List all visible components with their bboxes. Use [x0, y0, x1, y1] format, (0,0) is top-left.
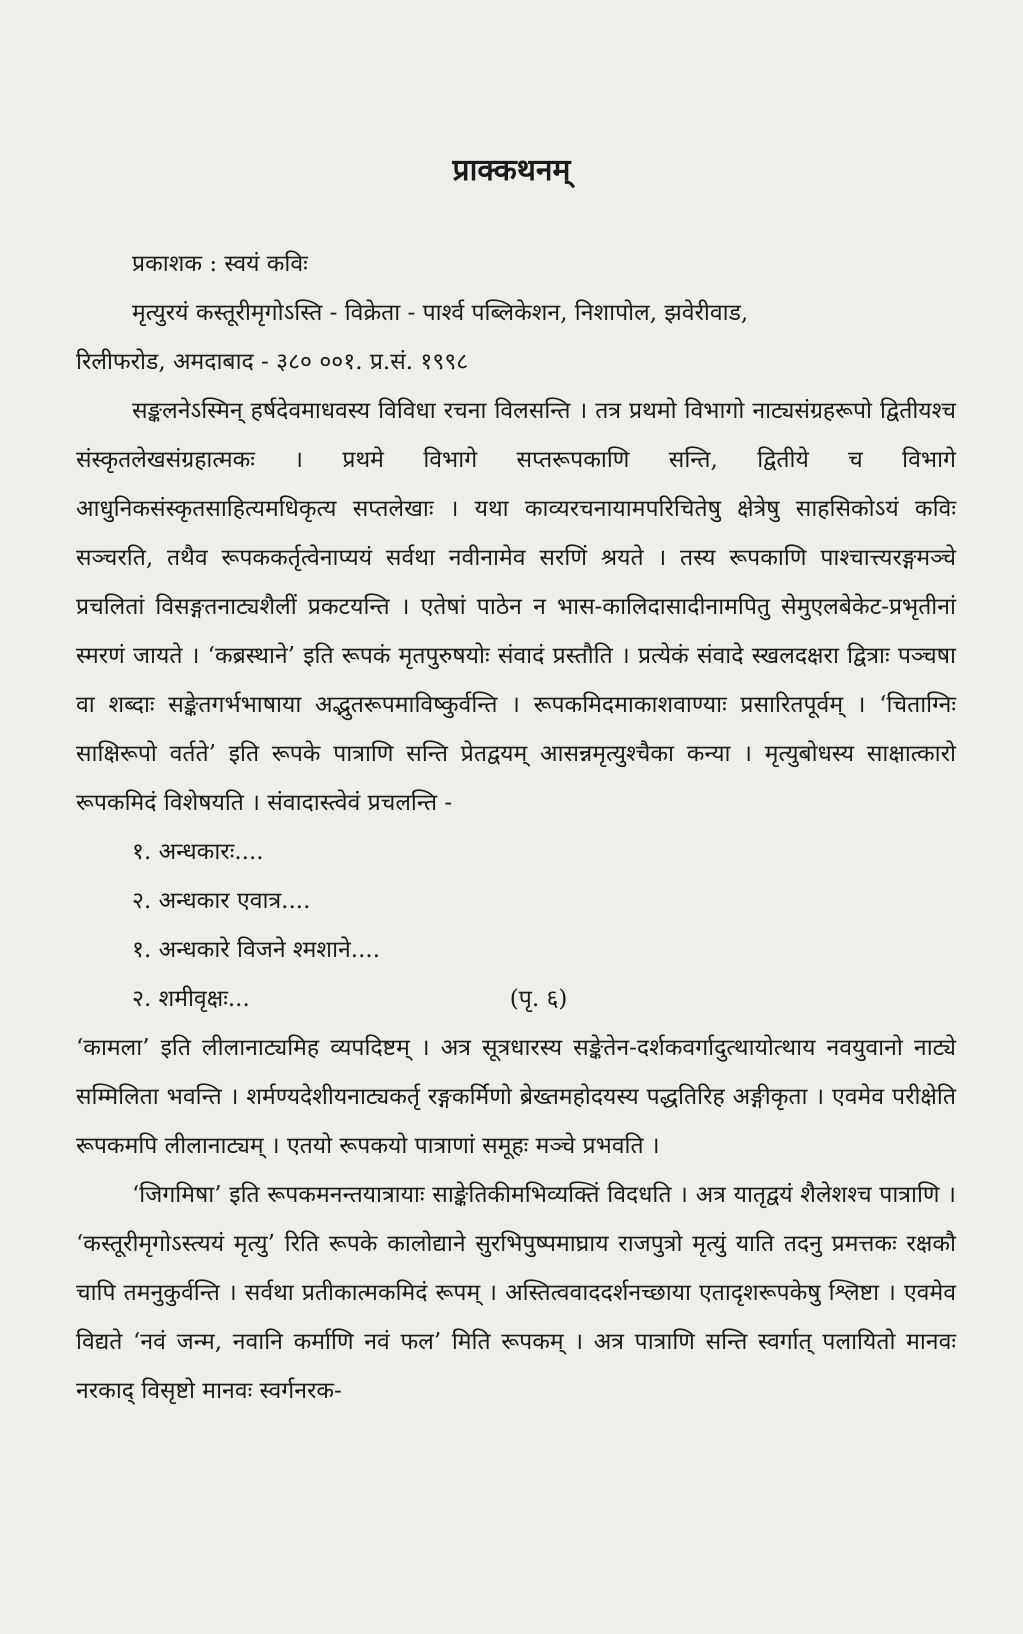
publisher-label: प्रकाशक : स्वयं कविः: [132, 251, 308, 277]
dialogue-list: [76, 828, 956, 1024]
page-title: प्राक्कथनम्: [452, 153, 571, 188]
dialogue-line: १. अन्धकारः....: [132, 839, 264, 865]
dialogue-line: २. शमीवृक्षः...: [132, 986, 250, 1012]
paragraph-2: ‘कामला’ इति लीलानाट्यमिह व्यपदिष्टम् । अत्र सूत्रधारस्य सङ्केतेन-दर्शकवर्गादुत्थायोत्थाय नवयुवानो नाट्ये सम्मिलिता भवन्ति । शर्मण्यदेशीयनाट्यकर्तृ रङ्गकर्मिणो ब्रेख्तमहोदयस्य पद्धतिरिह अङ्गीकृता । एवमेव परीक्षेति रूपकमपि लीलानाट्यम् । एतयो रूपकयो पात्राणां समूहः मञ्चे प्रभवति ।: [76, 1035, 956, 1159]
paragraph-3: ‘जिगमिषा’ इति रूपकमनन्तयात्रायाः साङ्केतिकीमभिव्यक्तिं विदधति । अत्र यातृद्वयं शैलेशश्च पात्राणि । ‘कस्तूरीमृगोऽस्त्ययं मृत्यु’ रिति रूपके कालोद्याने सुरभिपुष्पमाघ्राय राजपुत्रो मृत्युं याति तदनु प्रमत्तकः रक्षकौ चापि तमनुकुर्वन्ति । सर्वथा प्रतीकात्मकमिदं रूपम् । अस्तित्ववाददर्शनच्छाया एतादृशरूपकेषु श्लिष्टा । एवमेव विद्यते ‘नवं जन्म, नवानि कर्माणि नवं फल’ मिति रूपकम् । अत्र पात्राणि सन्ति स्वर्गात् पलायितो मानवः नरकाद् विसृष्टो मानवः स्वर्गनरक-: [76, 1182, 956, 1404]
publication-line: मृत्युरयं कस्तूरीमृगोऽस्ति - विक्रेता - पार्श्व पब्लिकेशन, निशापोल, झवेरीवाड,: [132, 300, 749, 326]
publication-line: रिलीफरोड, अमदाबाद - ३८० ००१. प्र.सं. १९९८: [76, 349, 469, 375]
dialogue-line-last: [132, 975, 956, 1024]
dialogue-line: १. अन्धकारे विजने श्मशाने....: [132, 937, 381, 963]
body-text: [76, 240, 956, 1416]
paragraph-1: सङ्कलनेऽस्मिन् हर्षदेवमाधवस्य विविधा रचना विलसन्ति । तत्र प्रथमो विभागो नाट्यसंग्रहरूपो द्वितीयश्च संस्कृतलेखसंग्रहात्मकः । प्रथमे विभागे सप्तरूपकाणि सन्ति, द्वितीये च विभागे आधुनिकसंस्कृतसाहित्यमधिकृत्य सप्तलेखाः । यथा काव्यरचनायामपरिचितेषु क्षेत्रेषु साहसिकोऽयं कविः सञ्चरति, तथैव रूपककर्तृत्वेनाप्ययं सर्वथा नवीनामेव सरणिं श्रयते । तस्य रूपकाणि पाश्चात्त्यरङ्गमञ्चे प्रचलितां विसङ्गतनाट्यशैलीं प्रकटयन्ति । एतेषां पाठेन न भास-कालिदासादीनामपितु सेमुएलबेकेट-प्रभृतीनां स्मरणं जायते । ‘कब्रस्थाने’ इति रूपकं मृतपुरुषयोः संवादं प्रस्तौति । प्रत्येकं संवादे स्खलदक्षरा द्वित्राः पञ्चषा वा शब्दाः सङ्केतगर्भभाषाया अद्भुतरूपमाविष्कुर्वन्ति । रूपकमिदमाकाशवाण्याः प्रसारितपूर्वम् । ‘चिताग्निः साक्षिरूपो वर्तते’ इति रूपके पात्राणि सन्ति प्रेतद्वयम् आसन्नमृत्युश्चैका कन्या । मृत्युबोधस्य साक्षात्कारो रूपकमिदं विशेषयति । संवादास्त्वेवं प्रचलन्ति -: [76, 398, 956, 816]
page-reference: (पृ. ६): [509, 986, 568, 1012]
dialogue-line: २. अन्धकार एवात्र....: [132, 888, 311, 914]
